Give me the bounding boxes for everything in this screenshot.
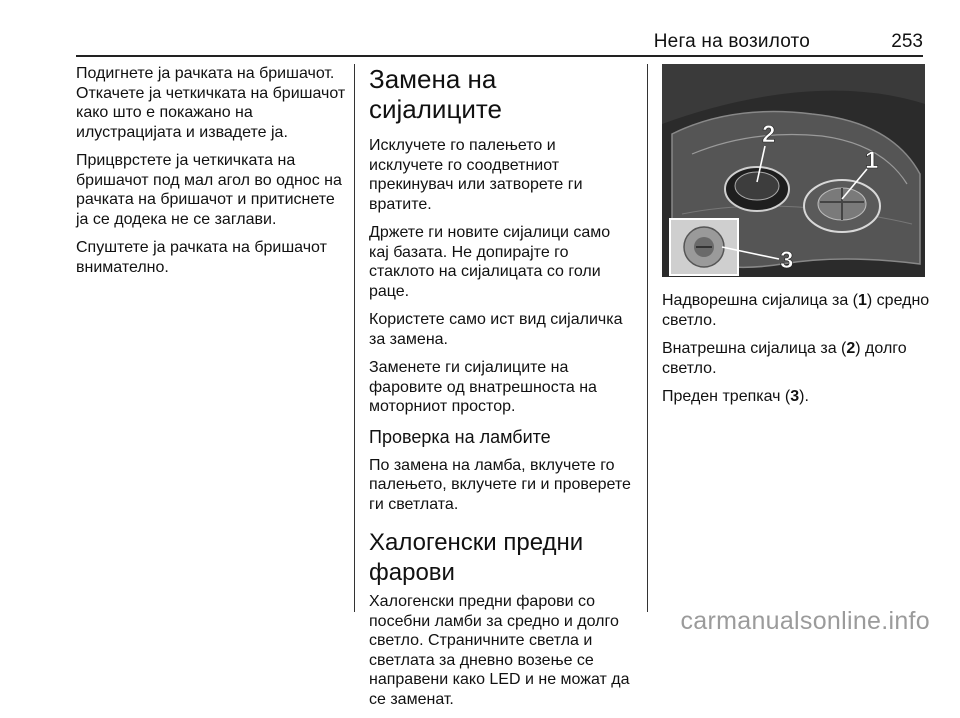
heading-line: фарови xyxy=(369,559,455,586)
caption: Внатрешна сијалица за (2) долго светло. xyxy=(662,340,907,377)
paragraph: По замена на ламба, вклучете го палењето, вклучете ги и проверете ги светлата. xyxy=(369,456,631,513)
header-rule xyxy=(76,55,923,57)
paragraph: Халогенски предни фарови со посебни ламби за средно и долго светло. Страничните светла и светлата за дневно возење се направени како LED и не можат да се заменат. xyxy=(369,593,630,708)
paragraph: Спуштете ја рачката на бришачот внимателно. xyxy=(76,239,327,276)
figure-label-2: 2 xyxy=(762,121,776,148)
paragraph: Заменете ги сијалиците на фаровите од внатрешноста на моторниот простор. xyxy=(369,359,597,415)
paragraph: Прицврстете ја четкичката на бришачот под мал агол во однос на рачката на бришачот и притиснете ја се додека не се заглави. xyxy=(76,152,342,228)
headlamp-illustration xyxy=(662,64,925,277)
watermark: carmanualsonline.info xyxy=(680,607,930,635)
column-divider-2 xyxy=(647,64,648,612)
figure-label-1: 1 xyxy=(865,147,879,174)
paragraph: Држете ги новите сијалици само кај базата. Не допирајте го стаклото на сијалицата со голи раце. xyxy=(369,224,611,300)
column-left xyxy=(76,64,346,286)
heading-line: Халогенски предни xyxy=(369,529,584,556)
section-heading-2 xyxy=(369,528,634,588)
column-right xyxy=(662,64,932,416)
header-title: Нега на возилото xyxy=(653,31,810,52)
caption: Преден трепкач (3). xyxy=(662,388,809,405)
subsection-heading: Проверка на ламбите xyxy=(369,426,551,447)
figure-label-3: 3 xyxy=(780,247,794,274)
column-divider-1 xyxy=(354,64,355,612)
section-heading: Замена на сијалиците xyxy=(369,64,502,124)
column-middle xyxy=(369,64,634,718)
paragraph: Подигнете ја рачката на бришачот. Откачете ја четкичката на бришачот како што е покажано на илустрацијата и извадете ја. xyxy=(76,65,346,141)
paragraph: Исклучете го палењето и исклучете го соодветниот прекинувач или затворете ги вратите. xyxy=(369,137,583,213)
page-number: 253 xyxy=(891,31,923,52)
paragraph: Користете само ист вид сијаличка за замена. xyxy=(369,311,623,348)
headlamp-drawing xyxy=(662,64,925,277)
caption: Надворешна сијалица за (1) средно светло. xyxy=(662,292,930,329)
